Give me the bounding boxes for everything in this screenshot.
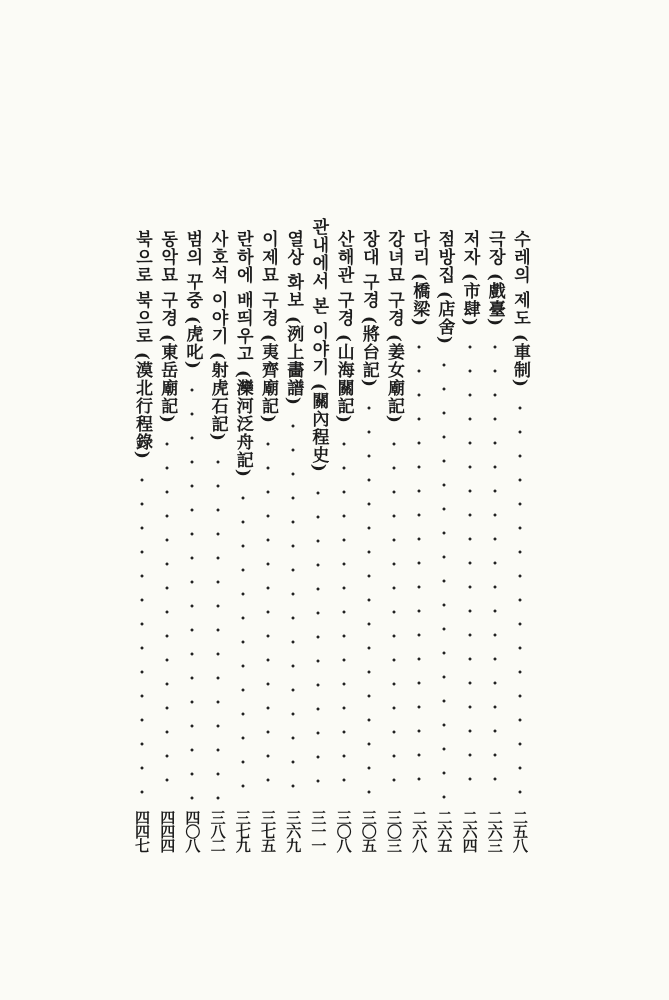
toc-entry-page-number: 四四七 xyxy=(133,810,151,852)
toc-entry xyxy=(432,230,456,850)
toc-entry-title: 관내에서 본 이야기 (關內程史) xyxy=(308,218,329,473)
toc-leader-dots xyxy=(190,378,194,800)
toc-entry xyxy=(508,230,532,850)
toc-entry xyxy=(483,230,507,850)
toc-entry xyxy=(256,230,280,850)
toc-leader-dots xyxy=(266,432,270,800)
toc-leader-dots xyxy=(241,486,245,800)
toc-entry-title: 다리 (橋梁) xyxy=(409,230,430,328)
toc-leader-dots xyxy=(367,396,371,800)
toc-leader-dots xyxy=(518,396,522,800)
toc-entry xyxy=(130,230,154,850)
toc-entry-title: 사호석 이야기 (射虎石記) xyxy=(207,230,228,442)
toc-entry xyxy=(357,230,381,850)
toc-entry-page-number: 三八二 xyxy=(208,810,227,852)
toc-entry-title: 이제묘 구경 (夷齊廟記) xyxy=(258,230,278,424)
toc-entry-page-number: 三〇八 xyxy=(334,810,353,852)
toc-entry xyxy=(306,218,330,852)
toc-entry-title: 점방집 (店舍) xyxy=(434,230,455,346)
toc-entry xyxy=(281,230,305,850)
toc-entry-title: 산해관 구경 (山海關記) xyxy=(333,230,354,424)
toc-leader-dots xyxy=(392,432,396,800)
toc-entry-page-number: 三六九 xyxy=(284,810,303,852)
toc-entry xyxy=(155,230,179,850)
toc-entry-page-number: 三〇三 xyxy=(385,810,403,852)
toc-entry-page-number: 二五八 xyxy=(511,810,529,852)
toc-entry-page-number: 二六四 xyxy=(460,810,479,852)
toc-entry-page-number: 三七九 xyxy=(233,810,252,852)
toc-entry-title: 저자 (市肆) xyxy=(459,230,480,328)
toc-entry-title: 장대 구경 (將台記) xyxy=(358,230,379,388)
toc-leader-dots xyxy=(342,432,346,800)
toc-leader-dots xyxy=(140,468,144,800)
toc-entry xyxy=(382,230,406,850)
toc-entry-page-number: 二六三 xyxy=(485,810,504,852)
toc-entry-title: 동악묘 구경 (東岳廟記) xyxy=(157,230,178,424)
toc-entry-page-number: 三〇五 xyxy=(359,810,378,852)
toc-entry-page-number: 三一一 xyxy=(309,810,328,852)
toc-leader-dots xyxy=(216,450,220,800)
toc-entry-page-number: 三七五 xyxy=(259,810,277,852)
toc-leader-dots xyxy=(493,335,497,800)
toc-entry-page-number: 二六五 xyxy=(435,810,454,852)
toc-entry xyxy=(407,230,431,850)
toc-entry xyxy=(332,230,356,850)
toc-leader-dots xyxy=(442,353,446,800)
toc-entry-title: 강녀묘 구경 (姜女廟記) xyxy=(384,230,404,424)
toc-leader-dots xyxy=(468,335,472,800)
toc-entry-page-number: 四〇八 xyxy=(183,810,202,852)
toc-entry-title: 열상 화보 (洌上畵譜) xyxy=(283,230,304,406)
toc-entry xyxy=(458,230,482,850)
toc-leader-dots xyxy=(316,481,320,800)
toc-entry-page-number: 四四四 xyxy=(158,810,177,852)
toc-entry-title: 북으로 북으로 (漠北行程錄) xyxy=(132,230,152,460)
toc-entry-title: 범의 꾸중 (虎叱) xyxy=(182,230,203,370)
toc-entry-title: 수레의 제도 (車制) xyxy=(510,230,530,388)
toc-entry xyxy=(206,230,230,850)
toc-entry-title: 란하에 배띄우고 (灤河泛舟記) xyxy=(232,230,253,478)
toc-entry-page-number: 二六八 xyxy=(410,810,429,852)
toc-entry-title: 극장 (戲臺) xyxy=(484,230,505,328)
toc-leader-dots xyxy=(291,414,295,800)
toc-leader-dots xyxy=(165,432,169,800)
toc-entry xyxy=(231,230,255,850)
toc-leader-dots xyxy=(417,335,421,800)
toc-entry xyxy=(180,230,204,850)
